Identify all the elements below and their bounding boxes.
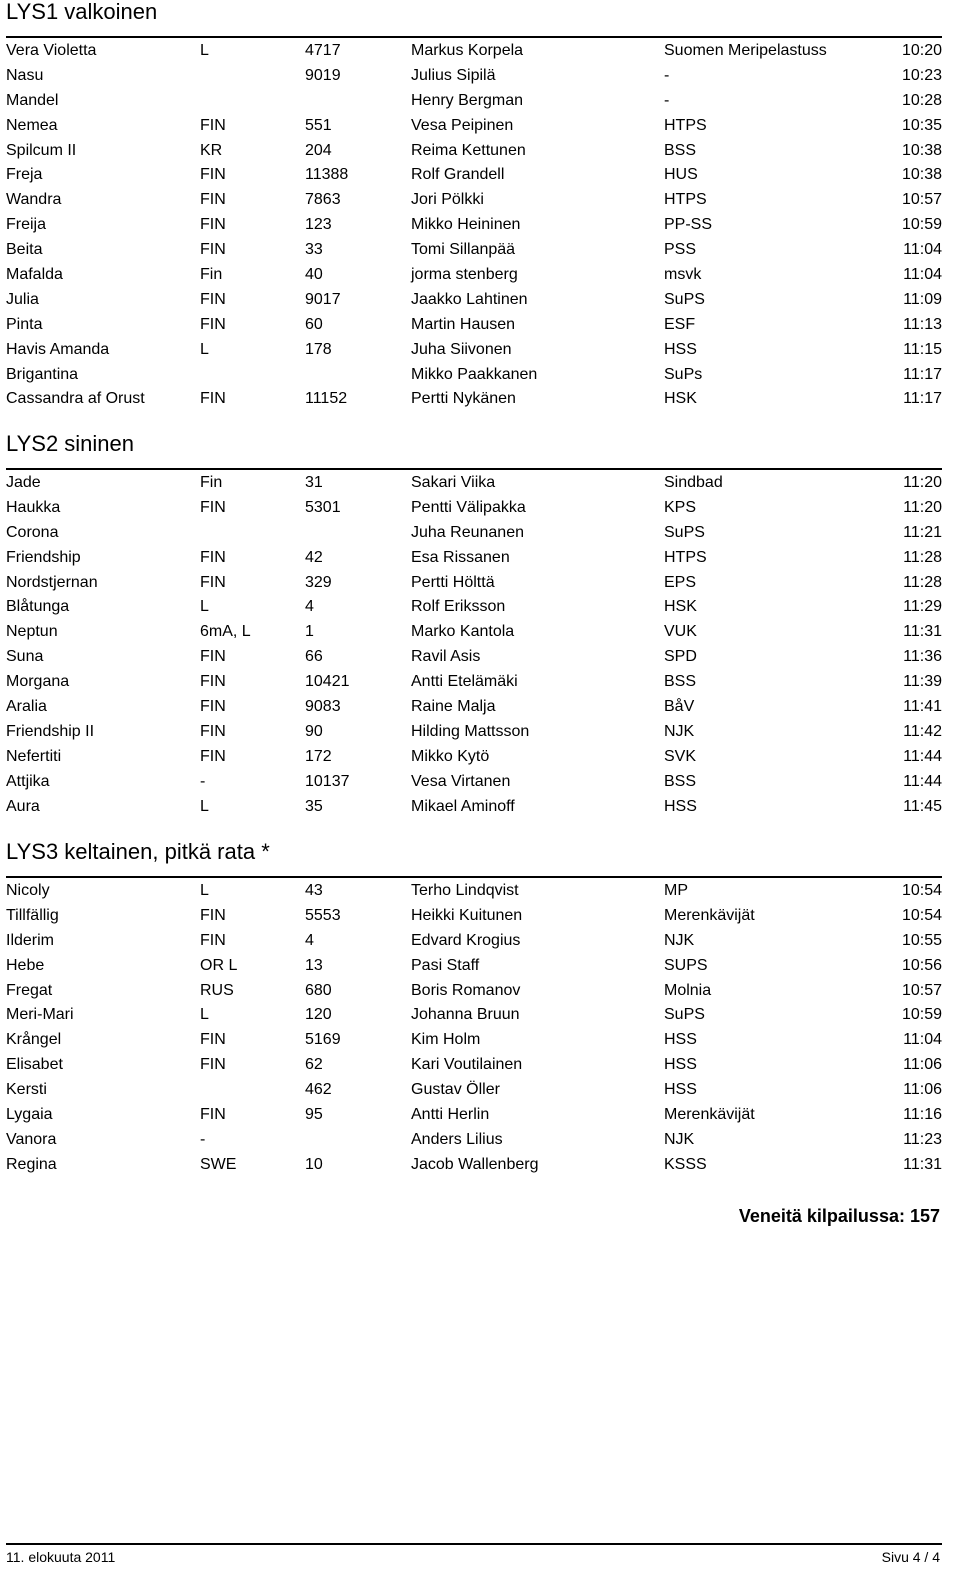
nationality: FIN xyxy=(200,906,226,924)
nationality: FIN xyxy=(200,166,226,184)
start-time: 10:56 xyxy=(901,956,942,974)
start-time: 11:36 xyxy=(903,648,942,666)
club: - xyxy=(664,66,670,84)
table-row xyxy=(6,139,942,164)
boat-name: Morgana xyxy=(6,673,70,691)
start-time: 10:57 xyxy=(901,981,942,999)
table-row xyxy=(6,521,942,546)
sail-number: 4 xyxy=(305,931,314,949)
table-row xyxy=(6,263,942,288)
nationality: FIN xyxy=(200,315,226,333)
table-row xyxy=(6,745,942,770)
club: VUK xyxy=(664,623,697,641)
start-time: 11:06 xyxy=(903,1056,942,1074)
start-time: 10:54 xyxy=(901,906,942,924)
boat-name: Wandra xyxy=(6,191,62,209)
boat-name: Vanora xyxy=(6,1130,57,1148)
sail-number: 10137 xyxy=(305,772,350,790)
start-time: 11:31 xyxy=(903,1155,942,1173)
club: MP xyxy=(664,882,688,899)
table-row xyxy=(6,114,942,139)
skipper: Antti Etelämäki xyxy=(411,673,518,691)
sail-number: 10421 xyxy=(305,673,350,691)
nationality: FIN xyxy=(200,216,226,234)
sail-number: 329 xyxy=(305,573,332,591)
start-time: 10:38 xyxy=(901,166,942,184)
boat-name: Lygaia xyxy=(6,1106,53,1124)
results-table xyxy=(6,470,942,819)
table-row xyxy=(6,163,942,188)
skipper: Tomi Sillanpää xyxy=(411,241,516,259)
sail-number: 680 xyxy=(305,981,332,999)
club: Molnia xyxy=(664,981,712,999)
club: - xyxy=(664,91,670,109)
sail-number: 13 xyxy=(305,956,323,974)
sail-number: 60 xyxy=(305,315,323,333)
boat-total: Veneitä kilpailussa: 157 xyxy=(738,1206,940,1226)
boat-name: Meri-Mari xyxy=(6,1006,74,1024)
sail-number: 120 xyxy=(305,1006,332,1024)
start-time: 11:42 xyxy=(903,722,942,740)
skipper: Heikki Kuitunen xyxy=(411,906,523,924)
boat-name: Nefertiti xyxy=(6,747,62,765)
sail-number: 178 xyxy=(305,340,332,358)
boat-name: Beita xyxy=(6,241,43,259)
club: Sindbad xyxy=(664,474,723,491)
boat-name: Spilcum II xyxy=(6,141,77,159)
start-time: 11:28 xyxy=(903,573,942,591)
nationality: FIN xyxy=(200,1106,226,1124)
skipper: Mikael Aminoff xyxy=(411,797,515,815)
table-row xyxy=(6,64,942,89)
sail-number: 204 xyxy=(305,141,332,159)
nationality: L xyxy=(200,1006,209,1024)
nationality: L xyxy=(200,882,209,899)
club: HSS xyxy=(664,1031,697,1049)
skipper: Raine Malja xyxy=(411,698,496,716)
table-row xyxy=(6,595,942,620)
skipper: Pertti Hölttä xyxy=(411,573,495,591)
nationality: FIN xyxy=(200,290,226,308)
results-section xyxy=(6,840,942,1178)
nationality: FIN xyxy=(200,931,226,949)
table-row xyxy=(6,929,942,954)
table-row xyxy=(6,363,942,388)
nationality: L xyxy=(200,42,209,59)
sail-number: 4717 xyxy=(305,42,341,59)
footer-page-number: Sivu 4 / 4 xyxy=(881,1549,940,1565)
boat-name: Nicoly xyxy=(6,882,50,899)
table-row xyxy=(6,620,942,645)
nationality: FIN xyxy=(200,747,226,765)
skipper: Gustav Öller xyxy=(411,1081,500,1099)
start-time: 11:04 xyxy=(903,1031,942,1049)
club: NJK xyxy=(664,722,695,740)
table-row xyxy=(6,496,942,521)
club: ESF xyxy=(664,315,696,333)
start-time: 10:35 xyxy=(901,116,942,134)
nationality: - xyxy=(200,772,206,790)
boat-name: Friendship xyxy=(6,548,81,566)
skipper: Markus Korpela xyxy=(411,42,524,59)
table-row xyxy=(6,720,942,745)
skipper: Rolf Grandell xyxy=(411,166,505,184)
table-row xyxy=(6,645,942,670)
sail-number: 1 xyxy=(305,623,314,641)
boat-name: Aura xyxy=(6,797,40,815)
nationality: FIN xyxy=(200,241,226,259)
club: BSS xyxy=(664,772,697,790)
table-row xyxy=(6,213,942,238)
table-row xyxy=(6,1078,942,1103)
start-time: 11:17 xyxy=(903,365,942,383)
skipper: Johanna Bruun xyxy=(411,1006,520,1024)
sail-number: 10 xyxy=(305,1155,323,1173)
boat-name: Fregat xyxy=(6,981,53,999)
start-time: 11:45 xyxy=(903,797,942,815)
table-row xyxy=(6,288,942,313)
sail-number: 62 xyxy=(305,1056,323,1074)
table-row xyxy=(6,471,942,496)
sail-number: 31 xyxy=(305,474,323,491)
nationality: Fin xyxy=(200,474,223,491)
nationality: L xyxy=(200,797,209,815)
nationality: FIN xyxy=(200,498,226,516)
start-time: 11:09 xyxy=(903,290,942,308)
sail-number: 9083 xyxy=(305,698,341,716)
sail-number: 11152 xyxy=(305,390,348,408)
club: Merenkävijät xyxy=(664,1106,755,1124)
skipper: Ravil Asis xyxy=(411,648,481,666)
club: HSS xyxy=(664,797,697,815)
boat-name: Vera Violetta xyxy=(6,42,97,59)
club: BSS xyxy=(664,673,697,691)
skipper: Vesa Virtanen xyxy=(411,772,511,790)
table-row xyxy=(6,795,942,820)
boat-name: Nasu xyxy=(6,66,44,84)
boat-name: Attjika xyxy=(6,772,50,790)
start-time: 11:41 xyxy=(903,698,942,716)
skipper: Juha Reunanen xyxy=(411,523,524,541)
nationality: FIN xyxy=(200,116,226,134)
start-time: 10:59 xyxy=(901,1006,942,1024)
nationality: OR L xyxy=(200,956,238,974)
section-title: LYS3 keltainen, pitkä rata * xyxy=(6,839,270,864)
skipper: Mikko Kytö xyxy=(411,747,490,765)
table-row xyxy=(6,954,942,979)
club: HUS xyxy=(664,166,698,184)
sail-number: 95 xyxy=(305,1106,323,1124)
start-time: 11:21 xyxy=(903,523,942,541)
sail-number: 9017 xyxy=(305,290,341,308)
sail-number: 40 xyxy=(305,266,323,284)
boat-name: Havis Amanda xyxy=(6,340,110,358)
sail-number: 462 xyxy=(305,1081,332,1099)
start-time: 11:17 xyxy=(903,390,942,408)
nationality: FIN xyxy=(200,390,226,408)
skipper: Pasi Staff xyxy=(411,956,480,974)
table-row xyxy=(6,1103,942,1128)
club: BSS xyxy=(664,141,697,159)
skipper: jorma stenberg xyxy=(411,266,518,284)
skipper: Boris Romanov xyxy=(411,981,521,999)
nationality: SWE xyxy=(200,1155,237,1173)
boat-name: Haukka xyxy=(6,498,61,516)
club: KPS xyxy=(664,498,697,516)
skipper: Jori Pölkki xyxy=(411,191,484,209)
club: KSSS xyxy=(664,1155,707,1173)
club: NJK xyxy=(664,1130,695,1148)
start-time: 11:39 xyxy=(903,673,942,691)
club: SuPs xyxy=(664,365,703,383)
table-row xyxy=(6,1028,942,1053)
nationality: FIN xyxy=(200,191,226,209)
club: PP-SS xyxy=(664,216,713,234)
results-table xyxy=(6,878,942,1178)
table-row xyxy=(6,89,942,114)
boat-name: Kersti xyxy=(6,1081,47,1099)
boat-name: Friendship II xyxy=(6,722,95,740)
skipper: Terho Lindqvist xyxy=(411,882,519,899)
skipper: Juha Siivonen xyxy=(411,340,512,358)
skipper: Pertti Nykänen xyxy=(411,390,516,408)
club: SVK xyxy=(664,747,697,765)
club: BåV xyxy=(664,698,695,716)
table-row xyxy=(6,695,942,720)
club: HTPS xyxy=(664,116,707,134)
boat-name: Jade xyxy=(6,474,41,491)
nationality: FIN xyxy=(200,648,226,666)
nationality: RUS xyxy=(200,981,234,999)
nationality: FIN xyxy=(200,548,226,566)
start-time: 10:23 xyxy=(901,66,942,84)
club: SuPS xyxy=(664,290,705,308)
skipper: Esa Rissanen xyxy=(411,548,510,566)
sail-number: 123 xyxy=(305,216,332,234)
skipper: Henry Bergman xyxy=(411,91,524,109)
club: HTPS xyxy=(664,191,707,209)
boat-name: Brigantina xyxy=(6,365,79,383)
club: HSK xyxy=(664,390,697,408)
sail-number: 5553 xyxy=(305,906,341,924)
skipper: Hilding Mattsson xyxy=(411,722,530,740)
boat-name: Julia xyxy=(6,290,39,308)
start-time: 11:23 xyxy=(903,1130,942,1148)
sail-number: 4 xyxy=(305,598,314,616)
club: Merenkävijät xyxy=(664,906,755,924)
start-time: 10:59 xyxy=(901,216,942,234)
boat-name: Freja xyxy=(6,166,43,184)
skipper: Pentti Välipakka xyxy=(411,498,526,516)
boat-name: Blåtunga xyxy=(6,598,70,616)
start-time: 11:16 xyxy=(903,1106,942,1124)
footer-date: 11. elokuuta 2011 xyxy=(6,1549,116,1565)
table-row xyxy=(6,338,942,363)
skipper: Jacob Wallenberg xyxy=(411,1155,539,1173)
section-title: LYS2 sininen xyxy=(6,431,135,456)
start-time: 10:55 xyxy=(901,931,942,949)
boat-name: Nemea xyxy=(6,116,58,134)
boat-name: Neptun xyxy=(6,623,58,641)
table-row xyxy=(6,979,942,1004)
sail-number: 42 xyxy=(305,548,323,566)
boat-name: Pinta xyxy=(6,315,43,333)
start-time: 10:38 xyxy=(901,141,942,159)
nationality: FIN xyxy=(200,673,226,691)
club: PSS xyxy=(664,241,697,259)
start-time: 10:28 xyxy=(901,91,942,109)
start-time: 10:20 xyxy=(901,42,942,59)
table-row xyxy=(6,188,942,213)
club: SuPS xyxy=(664,1006,705,1024)
club: HSK xyxy=(664,598,697,616)
table-row xyxy=(6,387,942,412)
start-time: 11:06 xyxy=(903,1081,942,1099)
boat-name: Aralia xyxy=(6,698,47,716)
nationality: - xyxy=(200,1130,206,1148)
sail-number: 5301 xyxy=(305,498,341,516)
sail-number: 5169 xyxy=(305,1031,341,1049)
sail-number: 551 xyxy=(305,116,332,134)
boat-name: Cassandra af Orust xyxy=(6,390,145,408)
club: msvk xyxy=(664,266,702,284)
sail-number: 7863 xyxy=(305,191,341,209)
start-time: 11:20 xyxy=(903,498,942,516)
boat-name: Elisabet xyxy=(6,1056,63,1074)
nationality: FIN xyxy=(200,1056,226,1074)
skipper: Jaakko Lahtinen xyxy=(411,290,528,308)
nationality: FIN xyxy=(200,573,226,591)
boat-name: Hebe xyxy=(6,956,45,974)
start-time: 11:28 xyxy=(903,548,942,566)
table-row xyxy=(6,670,942,695)
sail-number: 172 xyxy=(305,747,332,765)
club: NJK xyxy=(664,931,695,949)
skipper: Sakari Viika xyxy=(411,474,496,491)
start-time: 10:54 xyxy=(901,882,942,899)
club: SPD xyxy=(664,648,697,666)
club: Suomen Meripelastuss xyxy=(664,42,827,59)
boat-name: Ilderim xyxy=(6,931,55,949)
results-table xyxy=(6,38,942,412)
boat-name: Krångel xyxy=(6,1031,62,1049)
skipper: Antti Herlin xyxy=(411,1106,490,1124)
club: HSS xyxy=(664,1081,697,1099)
skipper: Kari Voutilainen xyxy=(411,1056,523,1074)
table-row xyxy=(6,1128,942,1153)
start-time: 11:13 xyxy=(903,315,942,333)
skipper: Kim Holm xyxy=(411,1031,481,1049)
table-row xyxy=(6,238,942,263)
boat-name: Freija xyxy=(6,216,47,234)
start-time: 11:29 xyxy=(903,598,942,616)
boat-name: Tillfällig xyxy=(6,906,59,924)
club: HTPS xyxy=(664,548,707,566)
results-section xyxy=(6,432,942,819)
table-row xyxy=(6,39,942,64)
sail-number: 33 xyxy=(305,241,323,259)
skipper: Mikko Paakkanen xyxy=(411,365,538,383)
table-row xyxy=(6,1003,942,1028)
skipper: Vesa Peipinen xyxy=(411,116,514,134)
boat-name: Nordstjernan xyxy=(6,573,98,591)
section-title: LYS1 valkoinen xyxy=(6,0,158,24)
club: EPS xyxy=(664,573,697,591)
start-time: 11:15 xyxy=(903,340,942,358)
skipper: Mikko Heininen xyxy=(411,216,521,234)
table-row xyxy=(6,571,942,596)
club: SUPS xyxy=(664,956,708,974)
skipper: Martin Hausen xyxy=(411,315,516,333)
table-row xyxy=(6,770,942,795)
boat-name: Suna xyxy=(6,648,44,666)
table-row xyxy=(6,313,942,338)
boat-name: Regina xyxy=(6,1155,57,1173)
start-time: 11:20 xyxy=(903,474,942,491)
results-section xyxy=(6,0,942,412)
boat-name: Mafalda xyxy=(6,266,63,284)
table-row xyxy=(6,879,942,904)
table-row xyxy=(6,904,942,929)
table-row xyxy=(6,546,942,571)
skipper: Reima Kettunen xyxy=(411,141,526,159)
nationality: FIN xyxy=(200,1031,226,1049)
skipper: Rolf Eriksson xyxy=(411,598,506,616)
sail-number: 11388 xyxy=(305,166,349,184)
nationality: Fin xyxy=(200,266,223,284)
start-time: 10:57 xyxy=(901,191,942,209)
nationality: L xyxy=(200,340,209,358)
table-row xyxy=(6,1053,942,1078)
start-time: 11:04 xyxy=(903,241,942,259)
start-time: 11:44 xyxy=(903,772,942,790)
sail-number: 66 xyxy=(305,648,323,666)
boat-name: Corona xyxy=(6,523,59,541)
start-time: 11:44 xyxy=(903,747,942,765)
skipper: Julius Sipilä xyxy=(411,66,496,84)
nationality: L xyxy=(200,598,209,616)
boat-name: Mandel xyxy=(6,91,59,109)
footer-divider xyxy=(6,1543,942,1545)
sail-number: 90 xyxy=(305,722,323,740)
start-time: 11:04 xyxy=(903,266,942,284)
club: HSS xyxy=(664,1056,697,1074)
sail-number: 35 xyxy=(305,797,323,815)
skipper: Marko Kantola xyxy=(411,623,515,641)
club: HSS xyxy=(664,340,697,358)
nationality: FIN xyxy=(200,722,226,740)
sail-number: 9019 xyxy=(305,66,341,84)
nationality: FIN xyxy=(200,698,226,716)
start-time: 11:31 xyxy=(903,623,942,641)
nationality: KR xyxy=(200,141,223,159)
nationality: 6mA, L xyxy=(200,623,251,641)
table-row xyxy=(6,1153,942,1178)
skipper: Edvard Krogius xyxy=(411,931,521,949)
sail-number: 43 xyxy=(305,882,323,899)
skipper: Anders Lilius xyxy=(411,1130,503,1148)
club: SuPS xyxy=(664,523,705,541)
